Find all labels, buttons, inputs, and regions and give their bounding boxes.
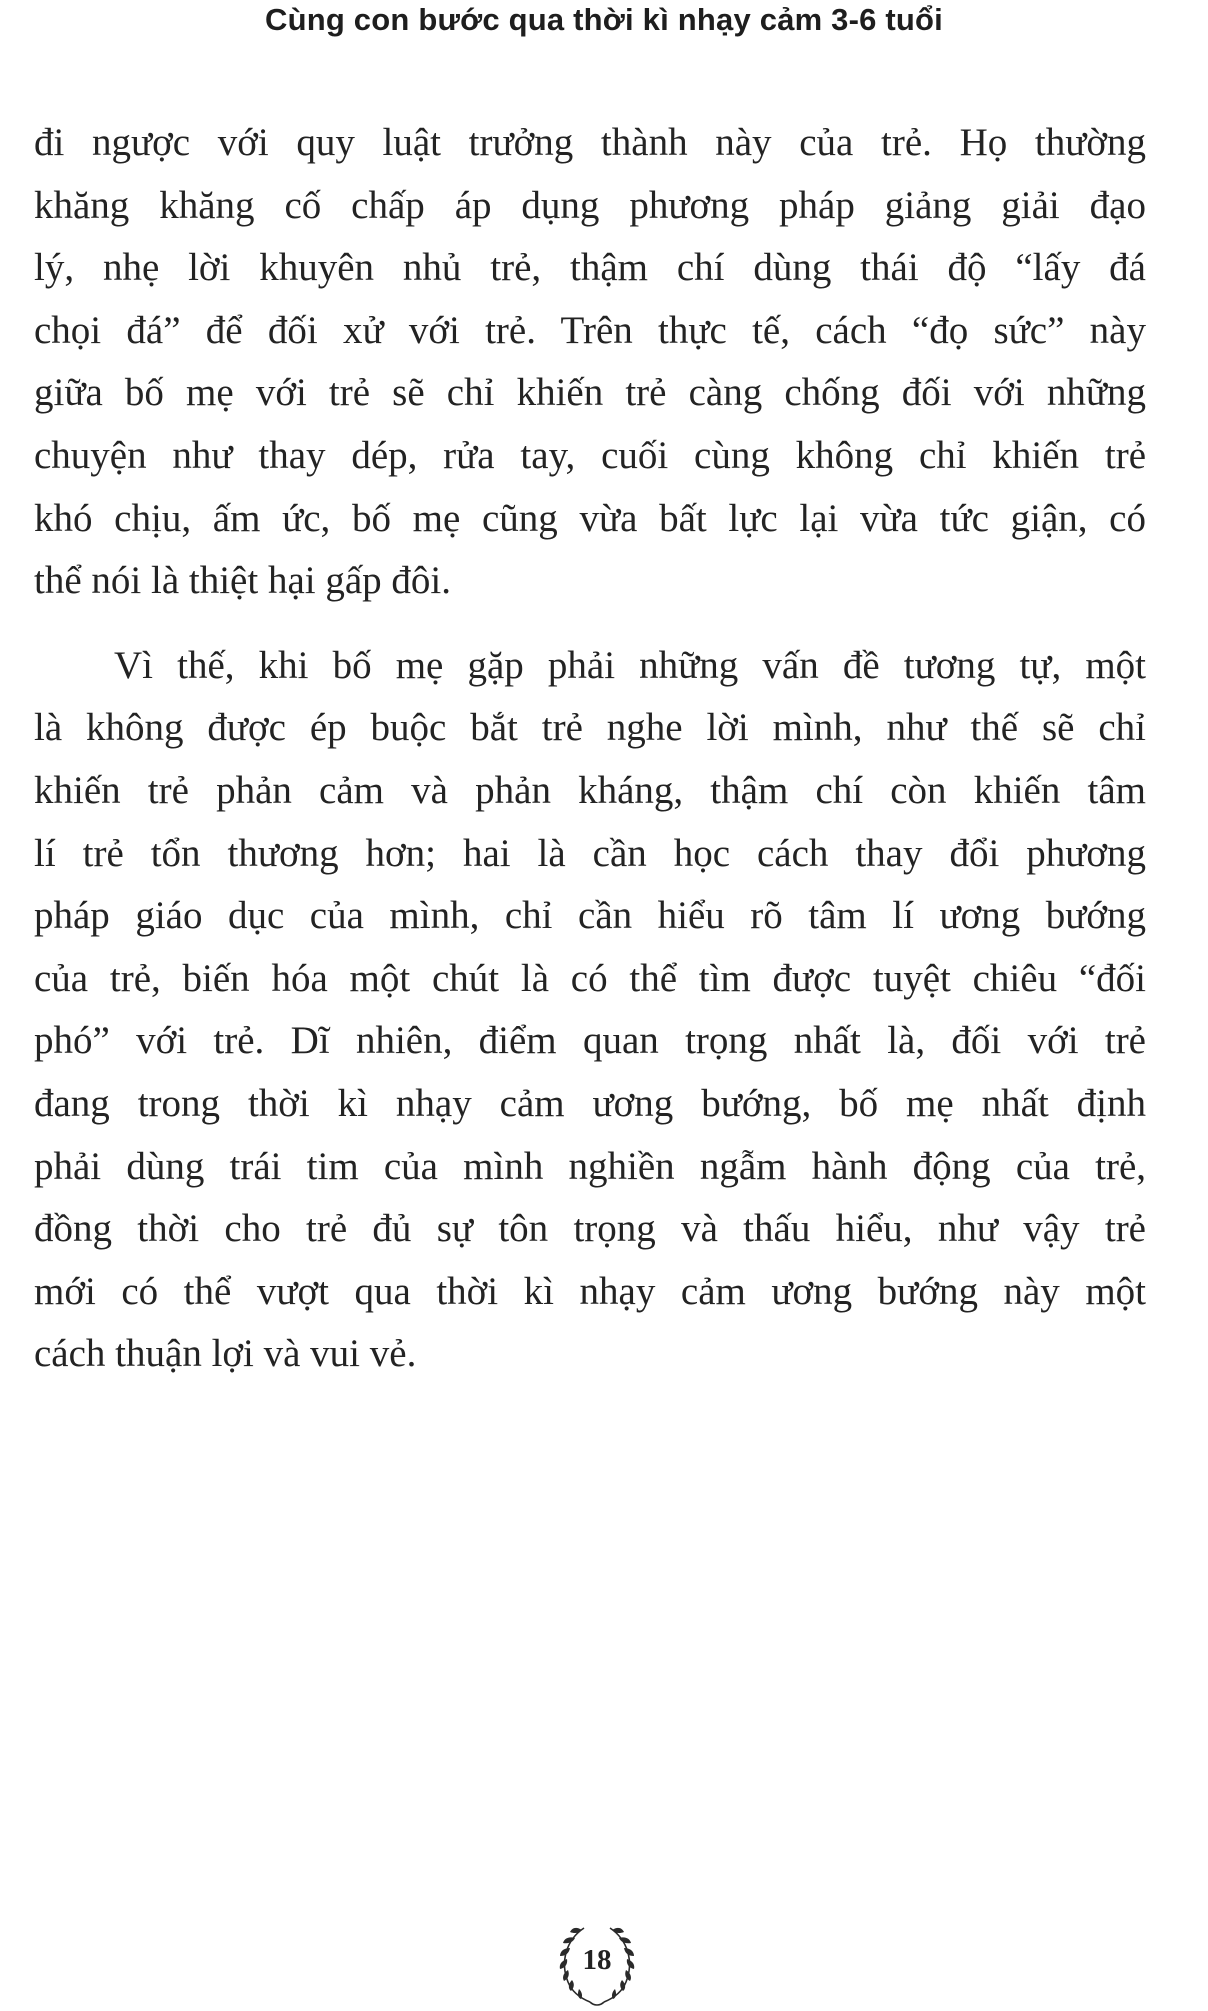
text-line: chọi đá” để đối xử với trẻ. Trên thực tế, cách “đọ sức” này <box>34 308 1146 352</box>
text-line: mới có thể vượt qua thời kì nhạy cảm ương bướng này một <box>34 1269 1146 1313</box>
text-line: khó chịu, ấm ức, bố mẹ cũng vừa bất lực lại vừa tức giận, có <box>34 496 1146 540</box>
text-line: khiến trẻ phản cảm và phản kháng, thậm chí còn khiến tâm <box>34 768 1146 812</box>
text-line: Vì thế, khi bố mẹ gặp phải những vấn đề tương tự, một <box>114 643 1146 687</box>
page-folio <box>544 1918 650 2010</box>
text-line: khăng khăng cố chấp áp dụng phương pháp giảng giải đạo <box>34 183 1146 227</box>
text-line: lí trẻ tổn thương hơn; hai là cần học cách thay đổi phương <box>34 831 1146 875</box>
paragraph-2 <box>34 635 1146 1386</box>
text-line: phó” với trẻ. Dĩ nhiên, điểm quan trọng nhất là, đối với trẻ <box>34 1019 1146 1063</box>
running-header: Cùng con bước qua thời kì nhạy cảm 3-6 tuổi <box>265 2 943 37</box>
text-line: là không được ép buộc bắt trẻ nghe lời mình, như thế sẽ chỉ <box>34 706 1146 750</box>
text-line: đang trong thời kì nhạy cảm ương bướng, bố mẹ nhất định <box>34 1081 1146 1125</box>
text-line: lý, nhẹ lời khuyên nhủ trẻ, thậm chí dùng thái độ “lấy đá <box>34 246 1146 290</box>
text-line: giữa bố mẹ với trẻ sẽ chỉ khiến trẻ càng chống đối với những <box>34 371 1146 415</box>
text-line: đồng thời cho trẻ đủ sự tôn trọng và thấu hiểu, như vậy trẻ <box>34 1207 1146 1251</box>
page-number: 18 <box>582 1944 612 1976</box>
body-text <box>34 112 1146 1386</box>
text-line: của trẻ, biến hóa một chút là có thể tìm được tuyệt chiêu “đối <box>34 956 1146 1000</box>
paragraph-1 <box>34 112 1146 613</box>
text-line: chuyện như thay dép, rửa tay, cuối cùng không chỉ khiến trẻ <box>34 433 1146 477</box>
text-line: thể nói là thiệt hại gấp đôi. <box>34 559 451 603</box>
text-line: phải dùng trái tim của mình nghiền ngẫm hành động của trẻ, <box>34 1144 1146 1188</box>
text-line: pháp giáo dục của mình, chỉ cần hiểu rõ tâm lí ương bướng <box>34 894 1146 938</box>
text-line: cách thuận lợi và vui vẻ. <box>34 1332 417 1376</box>
text-line: đi ngược với quy luật trưởng thành này của trẻ. Họ thường <box>34 121 1146 164</box>
